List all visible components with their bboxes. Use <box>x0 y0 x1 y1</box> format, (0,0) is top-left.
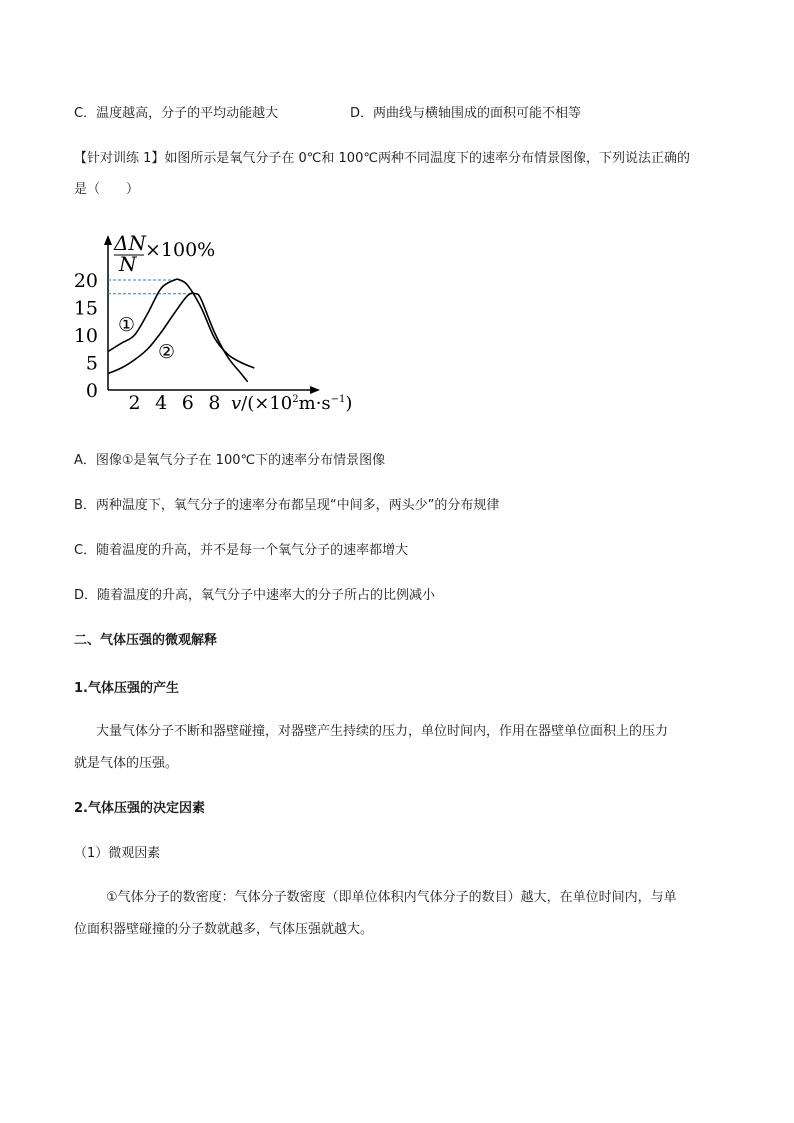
factor-1-paragraph: ①气体分子的数密度：气体分子数密度（即单位体积内气体分子的数目）越大，在单位时间内，与单 <box>106 890 677 905</box>
y-tick-label: 10 <box>73 325 98 347</box>
x-tick-label: 2 <box>128 392 141 414</box>
speed-distribution-chart <box>70 225 360 420</box>
y-tick-label: 15 <box>73 297 98 320</box>
x-tick-label: 6 <box>181 392 194 414</box>
series-2-curve <box>108 293 248 382</box>
ylabel-numerator: ΔN <box>114 231 146 255</box>
xlabel-close: ) <box>345 393 353 414</box>
option-d-previous: D．两曲线与横轴围成的面积可能不相等 <box>350 106 582 121</box>
subsection-2-title: 2.气体压强的决定因素 <box>74 801 205 816</box>
y-tick-label: 0 <box>85 380 98 402</box>
series-1-label: ① <box>118 314 136 336</box>
xlabel-var: v <box>231 393 242 414</box>
subsection-1-paragraph-continued: 就是气体的压强。 <box>74 756 179 771</box>
subsection-1-paragraph: 大量气体分子不断和器壁碰撞，对器壁产生持续的压力，单位时间内，作用在器壁单位面积上的压力 <box>96 724 669 739</box>
x-tick-label: 8 <box>208 392 221 414</box>
y-axis-arrow <box>104 235 112 245</box>
factor-1-label: （1）微观因素 <box>74 846 161 861</box>
y-tick-label: 20 <box>73 270 98 292</box>
answer-option-a: A．图像①是氧气分子在 100℃下的速率分布情景图像 <box>74 453 386 468</box>
subsection-1-title: 1.气体压强的产生 <box>74 681 179 696</box>
answer-option-c: C．随着温度的升高，并不是每一个氧气分子的速率都增大 <box>74 543 409 558</box>
series-2-label: ② <box>158 341 176 363</box>
xlabel-exp2: −1 <box>330 394 346 405</box>
xlabel-unit-rest: m·s <box>298 393 331 414</box>
x-tick-label: 4 <box>155 392 168 414</box>
factor-1-paragraph-continued: 位面积器壁碰撞的分子数就越多，气体压强就越大。 <box>74 922 374 937</box>
xlabel <box>231 393 352 414</box>
answer-option-b: B．两种温度下，氧气分子的速率分布都呈现“中间多，两头少”的分布规律 <box>74 498 500 513</box>
question-stem: 【针对训练 1】如图所示是氧气分子在 0℃和 100℃两种不同温度下的速率分布情景图像，下列说法正确的 <box>74 151 690 166</box>
xlabel-exp: 2 <box>292 394 299 405</box>
ylabel-suffix: ×100% <box>145 239 216 261</box>
ylabel-denominator: N <box>119 252 137 276</box>
answer-option-d: D．随着温度的升高，氧气分子中速率大的分子所占的比例减小 <box>74 588 436 603</box>
question-stem-continued: 是（ ） <box>74 182 140 197</box>
xlabel-unit: /(×10 <box>241 393 293 414</box>
option-c-previous: C．温度越高，分子的平均动能越大 <box>74 106 279 121</box>
section-title: 二、气体压强的微观解释 <box>74 633 218 648</box>
y-tick-label: 5 <box>85 352 98 375</box>
